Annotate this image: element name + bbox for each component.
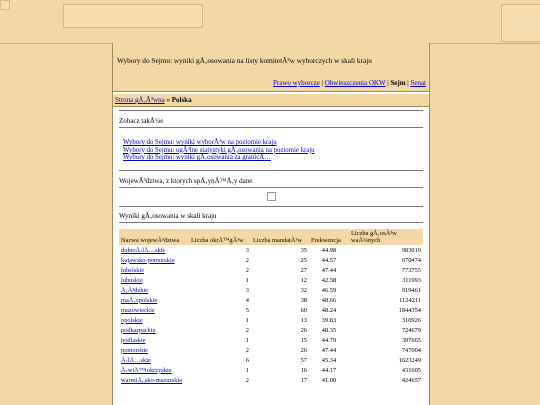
- table-cell: 311993: [402, 276, 421, 284]
- table-cell: 44.57: [321, 256, 337, 264]
- table-cell: 35: [300, 246, 307, 254]
- table-header-row: [119, 229, 423, 245]
- column-header: Frekwencja: [309, 229, 349, 245]
- table-cell: [119, 245, 189, 255]
- voivodeship-link[interactable]: maÅ‚opolskie: [121, 296, 158, 304]
- divider: [119, 127, 423, 128]
- table-row: [119, 295, 423, 305]
- link-ogolne-statystyki[interactable]: Wybory do Sejmu: ogÃ³lne statystyki gÅ‚osowania na poziomie kraju: [123, 146, 315, 154]
- page-header: [113, 43, 429, 92]
- see-also-title: Zobacz takÅ¼e: [119, 117, 164, 125]
- voivodeships-title: WojewÃ³dztwa, z ktorych spÅ‚ynÄ™Å‚y dane: [119, 177, 253, 185]
- table-cell: [119, 355, 189, 365]
- table-cell: 13: [300, 316, 307, 324]
- table-cell: 747004: [401, 346, 421, 354]
- table-cell: 397665: [401, 336, 421, 344]
- table-row: [119, 305, 423, 315]
- logo-image-left: [0, 0, 10, 10]
- nav-obwieszczenia-okw[interactable]: Obwieszczenia OKW: [324, 79, 386, 87]
- table-cell: 48.24: [321, 306, 337, 314]
- table-cell: 1124211: [399, 296, 421, 304]
- table-cell: 16: [300, 366, 307, 374]
- table-cell: 1844354: [398, 306, 421, 314]
- table-cell: 431605: [401, 366, 421, 374]
- table-cell: 26: [300, 326, 307, 334]
- table-row: [119, 345, 423, 355]
- column-header: Nazwa wojewÃ³dztwa: [119, 229, 189, 245]
- table-row: [119, 375, 423, 385]
- divider: [119, 110, 423, 111]
- table-cell: [119, 285, 189, 295]
- voivodeship-link[interactable]: Å›wiÄ™tokrzyskie: [121, 366, 172, 374]
- divider: [119, 206, 423, 207]
- table-cell: [119, 275, 189, 285]
- table-cell: [119, 365, 189, 375]
- table-cell: 26: [300, 346, 307, 354]
- link-wyniki-wyborow[interactable]: Wybory do Sejmu: wyniki wyborÃ³w na poziomie kraju: [123, 139, 277, 146]
- voivodeship-link[interactable]: Å‚Ã³dzkie: [121, 286, 149, 294]
- voivodeship-link[interactable]: lubuskie: [121, 276, 143, 284]
- table-cell: 1: [245, 276, 249, 284]
- table-cell: 1623249: [398, 356, 421, 364]
- table-cell: 47.44: [321, 346, 337, 354]
- table-cell: 42.58: [321, 276, 337, 284]
- breadcrumb: [113, 94, 429, 107]
- table-row: [119, 275, 423, 285]
- table-cell: 5: [245, 306, 249, 314]
- table-cell: [119, 335, 189, 345]
- table-cell: [119, 305, 189, 315]
- table-cell: 57: [300, 356, 307, 364]
- column-header: Liczba mandatÃ³w: [251, 229, 309, 245]
- column-header: Liczba okrÄ™gÃ³w: [189, 229, 251, 245]
- table-cell: 2: [245, 266, 249, 274]
- divider: [119, 222, 423, 223]
- table-row: [119, 285, 423, 295]
- table-cell: 45.34: [321, 356, 337, 364]
- table-cell: [119, 375, 189, 385]
- table-cell: 2: [245, 326, 249, 334]
- column-header: Liczba gÅ‚osÃ³w waÅ¼nych: [349, 229, 423, 245]
- table-cell: [119, 315, 189, 325]
- link-glosowanie-za-granica[interactable]: Wybory do Sejmu: wyniki gÅ‚osowania za granicÄ…: [123, 154, 271, 161]
- table-cell: 44.79: [321, 336, 337, 344]
- table-cell: 3: [245, 286, 249, 294]
- table-cell: 60: [300, 306, 307, 314]
- top-nav: Prawo wyborcze | Obwieszczenia OKW | Sejm | Senat: [272, 79, 426, 87]
- table-cell: 17: [300, 376, 307, 384]
- table-cell: 12: [300, 276, 307, 284]
- table-cell: 38: [300, 296, 307, 304]
- table-cell: 983019: [401, 246, 421, 254]
- voivodeship-link[interactable]: warmiÅ„sko-mazurskie: [121, 376, 183, 384]
- table-cell: 424657: [401, 376, 421, 384]
- table-cell: 4: [245, 296, 249, 304]
- divider: [119, 187, 423, 188]
- table-cell: 41.00: [321, 376, 337, 384]
- voivodeship-link[interactable]: podlaskie: [121, 336, 146, 344]
- breadcrumb-separator: »: [164, 96, 172, 104]
- table-cell: 27: [300, 266, 307, 274]
- table-cell: 39.83: [321, 316, 337, 324]
- table-cell: [119, 265, 189, 275]
- voivodeship-link[interactable]: lubelskie: [121, 266, 145, 274]
- breadcrumb-home-link[interactable]: Strona gÅ‚Ã³wna: [115, 96, 165, 104]
- table-row: [119, 255, 423, 265]
- voivodeship-link[interactable]: opolskie: [121, 316, 143, 324]
- top-banner: [0, 0, 540, 44]
- content-panel: [112, 43, 430, 405]
- table-cell: 724679: [401, 326, 421, 334]
- table-cell: [119, 345, 189, 355]
- results-table: [119, 229, 423, 385]
- voivodeship-link[interactable]: Å›lÄ…skie: [121, 356, 151, 364]
- table-row: [119, 335, 423, 345]
- breadcrumb-current: Polska: [171, 96, 192, 104]
- logo-image-right: [501, 4, 540, 42]
- table-cell: 48.35: [321, 326, 337, 334]
- table-cell: 1: [245, 366, 249, 374]
- results-title: Wyniki gÅ‚osowania w skali kraju: [119, 212, 217, 220]
- page-title: Wybory do Sejmu: wyniki gÅ‚osowania na listy komitetÃ³w wyborczych w skali kraju: [117, 56, 372, 65]
- voivodeship-link[interactable]: kujawsko-pomorskie: [121, 256, 175, 264]
- table-cell: [119, 255, 189, 265]
- voivodeship-link[interactable]: mazowieckie: [121, 306, 155, 314]
- nav-senat[interactable]: Senat: [410, 79, 426, 87]
- voivodeship-link[interactable]: dolnoÅ›lÄ…skie: [121, 246, 166, 254]
- voivodeship-link[interactable]: podkarpackie: [121, 326, 156, 334]
- table-cell: 1: [245, 316, 249, 324]
- table-cell: 1: [245, 336, 249, 344]
- table-cell: 2: [245, 256, 249, 264]
- table-cell: 310926: [401, 316, 421, 324]
- table-cell: 919461: [401, 286, 421, 294]
- table-cell: 46.59: [321, 286, 337, 294]
- table-cell: 773755: [401, 266, 421, 274]
- table-cell: 48.66: [321, 296, 337, 304]
- table-row: [119, 265, 423, 275]
- table-cell: 25: [300, 256, 307, 264]
- table-cell: [119, 325, 189, 335]
- table-row: [119, 325, 423, 335]
- table-row: [119, 245, 423, 255]
- table-cell: 670474: [401, 256, 421, 264]
- table-cell: 15: [300, 336, 307, 344]
- table-cell: 44.98: [321, 246, 337, 254]
- table-cell: 47.44: [321, 266, 337, 274]
- table-row: [119, 315, 423, 325]
- table-cell: 6: [245, 356, 249, 364]
- table-cell: 2: [245, 346, 249, 354]
- nav-prawo-wyborcze[interactable]: Prawo wyborcze: [272, 79, 320, 87]
- nav-sejm-current: Sejm: [390, 79, 406, 87]
- banner-image: [63, 4, 203, 28]
- map-image-placeholder: [267, 192, 276, 201]
- table-cell: [119, 295, 189, 305]
- see-also-links: [123, 139, 315, 162]
- table-row: [119, 365, 423, 375]
- table-cell: 32: [300, 286, 307, 294]
- divider: [119, 170, 423, 171]
- table-cell: 2: [245, 376, 249, 384]
- table-cell: 44.17: [321, 366, 337, 374]
- table-cell: 3: [245, 246, 249, 254]
- table-row: [119, 355, 423, 365]
- voivodeship-link[interactable]: pomorskie: [121, 346, 148, 354]
